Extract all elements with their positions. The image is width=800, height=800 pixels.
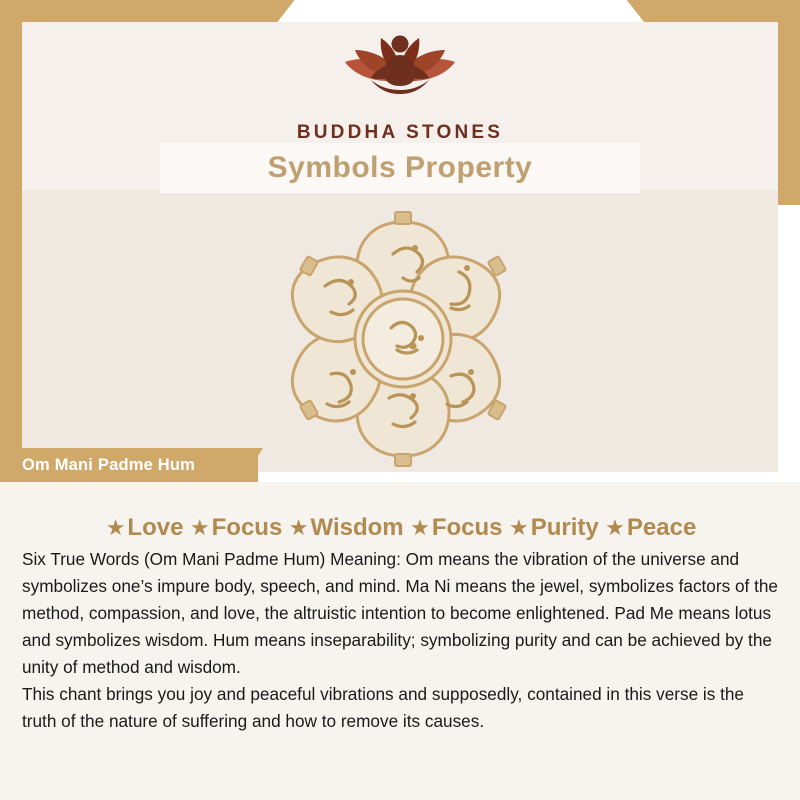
description-text xyxy=(22,546,782,735)
om-mani-padme-hum-mandala-icon xyxy=(253,208,553,470)
keyword-wisdom: Wisdom xyxy=(310,514,404,541)
brand-name: BUDDHA STONES xyxy=(296,122,504,143)
keyword-purity: Purity xyxy=(530,514,599,541)
keyword-love: Love xyxy=(127,514,184,541)
star-icon: ★ xyxy=(410,515,430,540)
star-icon: ★ xyxy=(189,515,210,540)
star-icon: ★ xyxy=(508,515,529,540)
title-banner xyxy=(160,143,640,193)
star-icon: ★ xyxy=(105,515,126,540)
label-tab-text: Om Mani Padme Hum xyxy=(22,455,196,474)
star-icon: ★ xyxy=(605,515,625,540)
status-badge xyxy=(0,448,258,482)
lotus-meditation-icon xyxy=(305,18,495,118)
label-tab-notch xyxy=(241,448,263,482)
keyword-list xyxy=(0,514,800,542)
page-title: Symbols Property xyxy=(267,151,533,184)
keyword-focus-1: Focus xyxy=(211,514,283,541)
keyword-peace: Peace xyxy=(626,514,697,541)
keyword-focus-2: Focus xyxy=(431,514,503,541)
description-paragraph-1: Six True Words (Om Mani Padme Hum) Meaning: Om means the vibration of the universe and symbolizes one’s impure body, speech, and mind. Ma Ni means the jewel, symbolizes factors of the method, compassion, and love, the altruistic intention to become enlightened. Pad Me means lotus and symbolizes wisdom. Hum means inseparability; symbolizing purity and can be achieved by the unity of method and wisdom. xyxy=(22,549,778,677)
brand-logo xyxy=(0,18,800,144)
star-icon: ★ xyxy=(288,515,309,540)
description-paragraph-2: This chant brings you joy and peaceful vibrations and supposedly, contained in this verse is the truth of the nature of suffering and how to remove its causes. xyxy=(22,684,744,731)
